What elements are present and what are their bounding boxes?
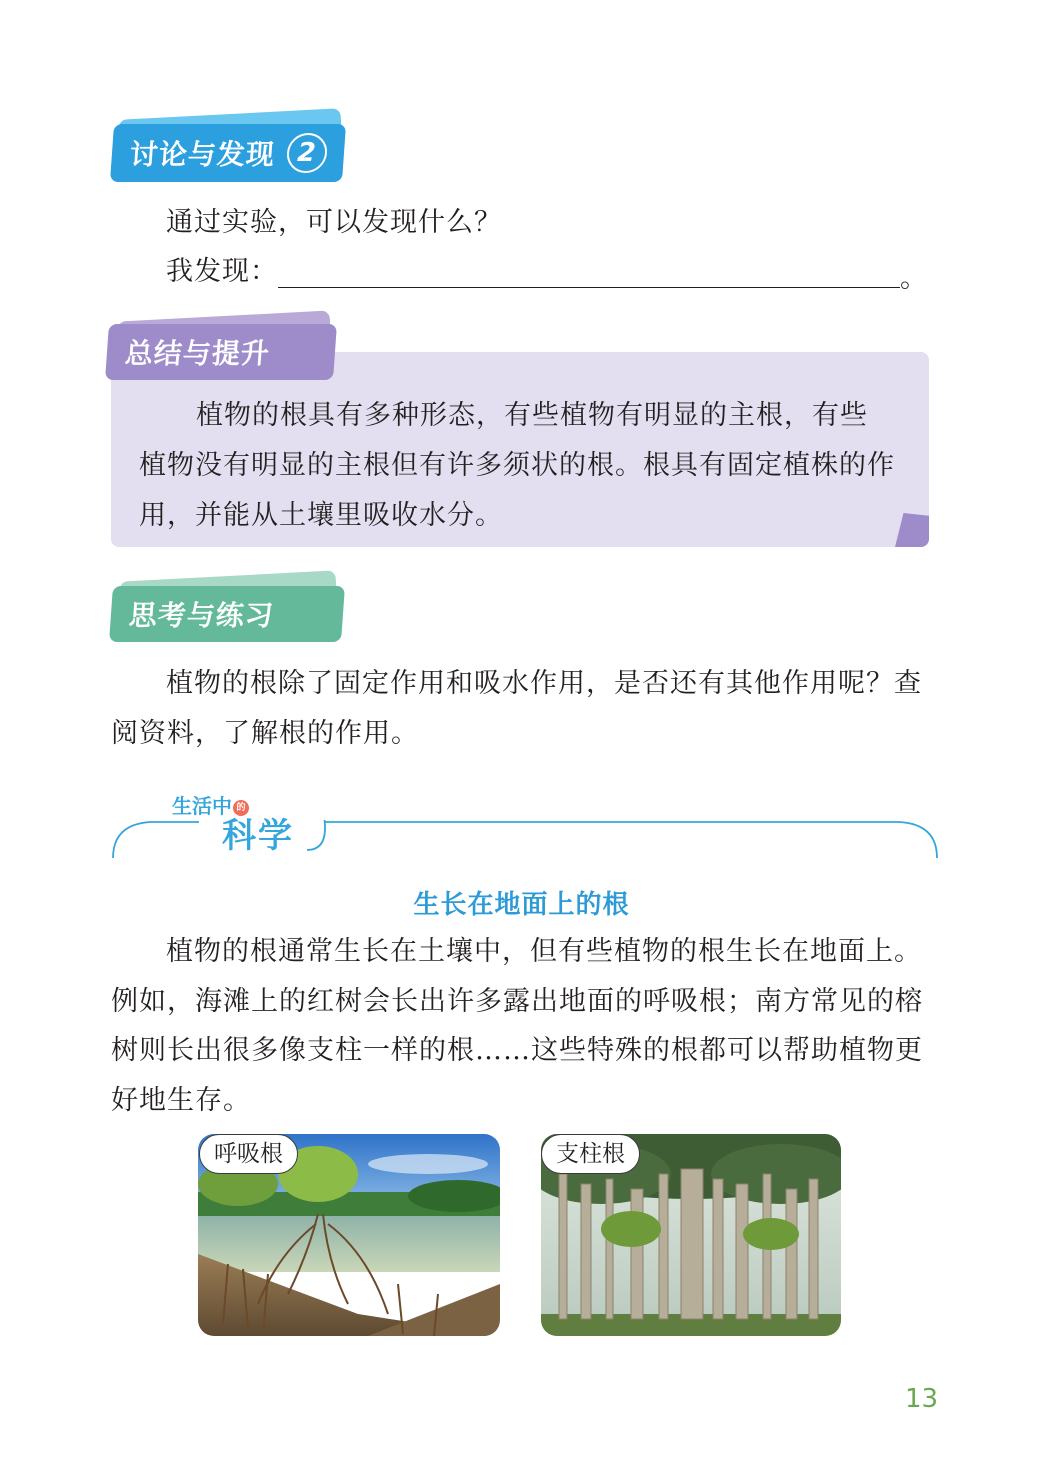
summary-heading	[107, 316, 339, 386]
discussion-title: 讨论与发现	[128, 138, 277, 171]
life-line-1: 植物的根通常生长在土壤中，但有些植物的根生长在地面上。	[166, 936, 922, 967]
section-subtitle: 生长在地面上的根	[413, 890, 630, 920]
answer-end-mark: 。	[900, 263, 928, 294]
photo-label-breathing-roots: 呼吸根	[199, 1134, 298, 1174]
summary-corner-decoration	[895, 513, 929, 547]
think-title: 思考与练习	[127, 599, 276, 632]
think-heading-label	[109, 586, 345, 642]
page-number: 13	[905, 1384, 939, 1414]
summary-title: 总结与提升	[123, 337, 272, 370]
think-line-1: 植物的根除了固定作用和吸水作用，是否还有其他作用呢？查	[166, 668, 922, 699]
summary-line-2: 植物没有明显的主根但有许多须状的根。根具有固定植株的作	[139, 450, 895, 481]
answer-blank-line[interactable]	[278, 287, 900, 288]
life-science-small-label: 生活中 的	[172, 790, 249, 819]
life-science-de-badge: 的	[233, 800, 249, 816]
life-line-3: 树则长出很多像支柱一样的根……这些特殊的根都可以帮助植物更	[111, 1035, 923, 1066]
discussion-heading-label	[110, 124, 346, 182]
think-heading	[111, 576, 347, 648]
life-line-2: 例如，海滩上的红树会长出许多露出地面的呼吸根；南方常见的榕	[111, 986, 923, 1017]
photo-label-prop-roots: 支柱根	[541, 1134, 640, 1174]
discussion-heading	[112, 114, 352, 188]
discussion-number-badge: 2	[286, 133, 329, 173]
discussion-question: 通过实验，可以发现什么？	[166, 207, 502, 238]
summary-line-1: 植物的根具有多种形态，有些植物有明显的主根，有些	[196, 400, 868, 431]
summary-line-3: 用，并能从土壤里吸收水分。	[139, 500, 503, 531]
answer-label: 我发现：	[166, 256, 278, 287]
life-line-4: 好地生存。	[111, 1085, 251, 1116]
summary-heading-label	[105, 324, 337, 380]
think-line-2: 阅资料，了解根的作用。	[111, 718, 419, 749]
life-science-big-label: 科学	[222, 816, 294, 856]
